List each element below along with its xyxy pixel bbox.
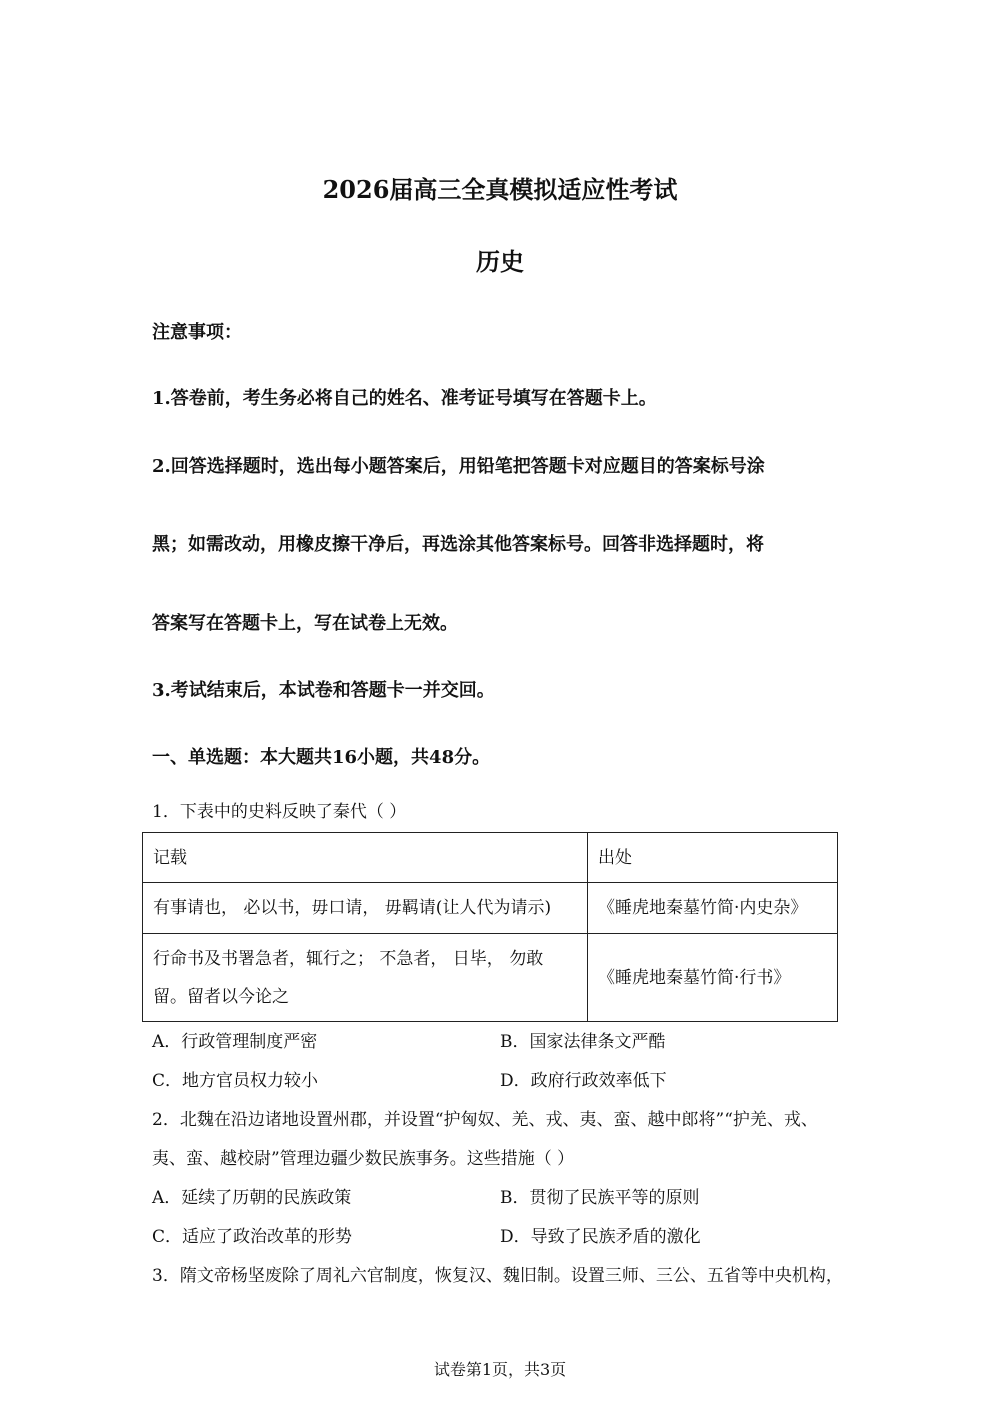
table-header-source: 出处: [588, 833, 838, 883]
table-cell-record: 有事请也， 必以书，毋口请， 毋羁请(让人代为请示): [143, 883, 588, 934]
section-heading: 一、单选题：本大题共16小题，共48分。: [152, 747, 491, 768]
q2-option-a: A．延续了历朝的民族政策: [152, 1188, 352, 1208]
notice-item-2-line-1: 2.回答选择题时，选出每小题答案后，用铅笔把答题卡对应题目的答案标号涂: [152, 456, 765, 477]
exam-title: 2026届高三全真模拟适应性考试: [322, 175, 678, 204]
notice-item-3: 3.考试结束后，本试卷和答题卡一并交回。: [152, 680, 495, 701]
table-row: [143, 883, 838, 934]
table-header-row: [143, 833, 838, 883]
table-cell-record: [143, 934, 588, 1022]
table-cell-source: 《睡虎地秦墓竹简·内史杂》: [588, 883, 838, 934]
source-table: [142, 832, 838, 1022]
notice-item-1: 1.答卷前，考生务必将自己的姓名、准考证号填写在答题卡上。: [152, 388, 657, 409]
q1-option-c: C．地方官员权力较小: [152, 1071, 319, 1091]
table-cell-source: 《睡虎地秦墓竹简·行书》: [588, 934, 838, 1022]
table-cell-record-line-1: 行命书及书署急者，辄行之； 不急者， 日毕， 勿敢: [153, 948, 544, 969]
table-header-record: 记载: [143, 833, 588, 883]
q1-option-b: B．国家法律条文严酷: [500, 1032, 666, 1052]
notice-heading: 注意事项：: [152, 322, 242, 343]
question-2-stem-line-1: 2．北魏在沿边诸地设置州郡，并设置“护匈奴、羌、戎、夷、蛮、越中郎将”“护羌、戎、: [152, 1110, 818, 1130]
q2-option-d: D．导致了民族矛盾的激化: [500, 1227, 701, 1247]
page-footer: 试卷第1页，共3页: [433, 1360, 567, 1379]
q2-option-b: B．贯彻了民族平等的原则: [500, 1188, 700, 1208]
q1-option-a: A．行政管理制度严密: [152, 1032, 318, 1052]
question-2-stem-line-2: 夷、蛮、越校尉”管理边疆少数民族事务。这些措施（ ）: [152, 1149, 575, 1169]
q2-option-c: C．适应了政治改革的形势: [152, 1227, 353, 1247]
question-3-stem-line-1: 3．隋文帝杨坚废除了周礼六官制度，恢复汉、魏旧制。设置三师、三公、五省等中央机构，: [152, 1266, 843, 1286]
table-row: [143, 934, 838, 1022]
table-cell-record-line-2: 留。留者以今论之: [153, 986, 289, 1007]
notice-item-2-line-2: 黑；如需改动，用橡皮擦干净后，再选涂其他答案标号。回答非选择题时，将: [152, 534, 764, 555]
notice-item-2-line-3: 答案写在答题卡上，写在试卷上无效。: [152, 613, 458, 634]
subject-title: 历史: [476, 247, 524, 276]
question-1-stem: 1．下表中的史料反映了秦代（ ）: [152, 802, 407, 822]
q1-option-d: D．政府行政效率低下: [500, 1071, 667, 1091]
